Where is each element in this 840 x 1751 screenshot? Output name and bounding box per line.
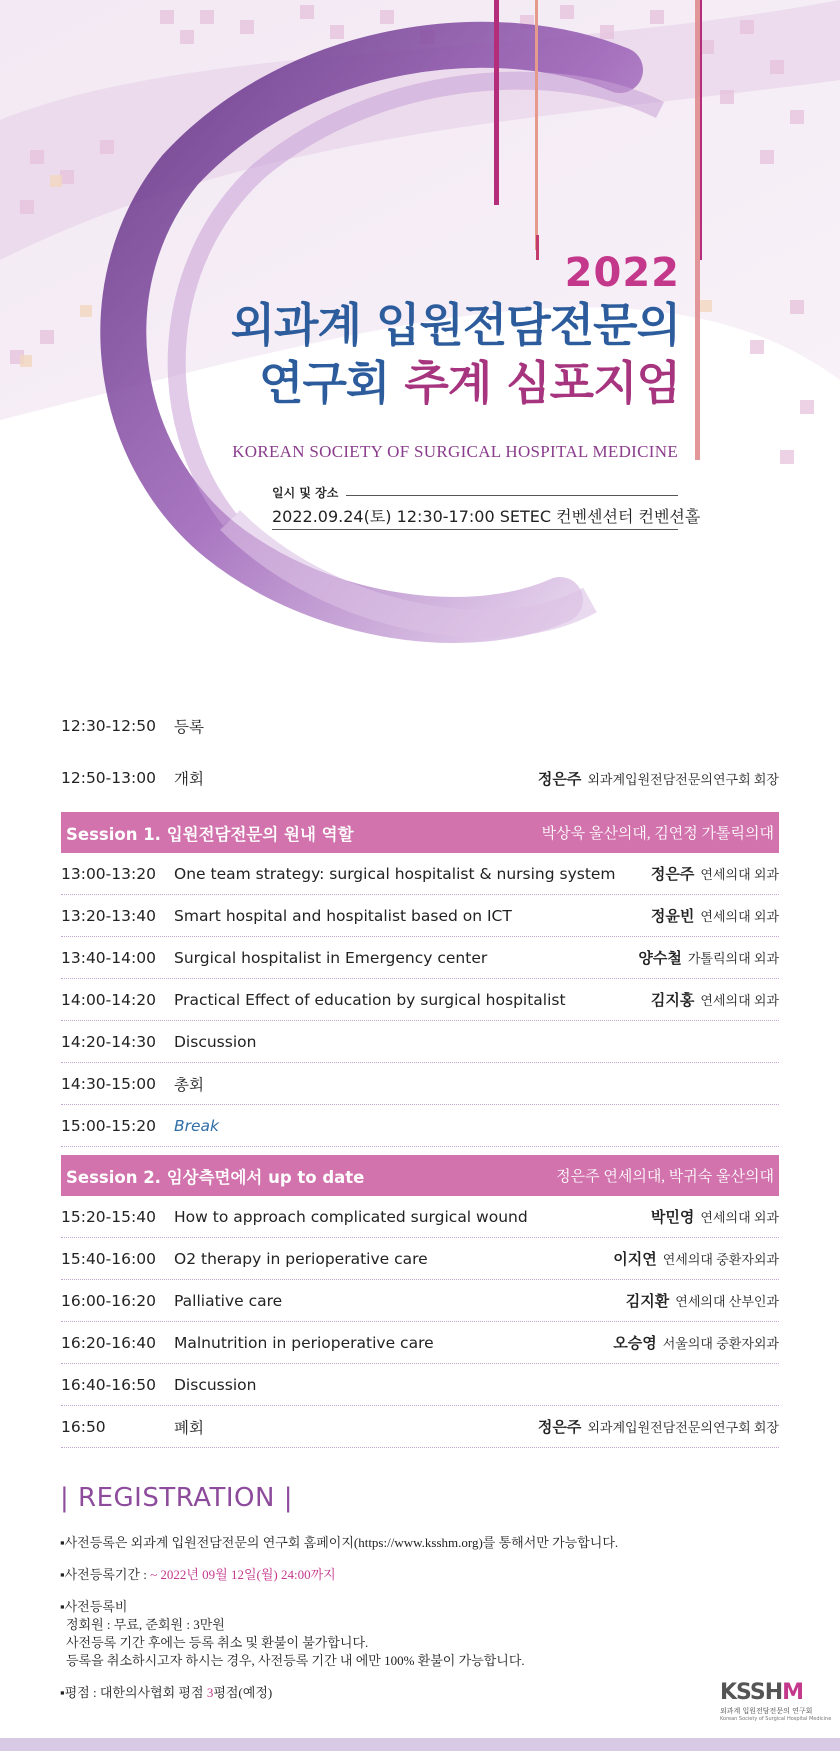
registration-score [60, 1684, 618, 1702]
title-line-2-b: 추계 심포지엄 [404, 356, 680, 410]
title-line-1: 외과계 입원전담전문의 [230, 298, 680, 352]
row-topic: Surgical hospitalist in Emergency center [174, 948, 488, 967]
speaker-name: 김지홍 [650, 991, 695, 1009]
row-speaker [626, 1290, 779, 1311]
registration-period [60, 1566, 618, 1584]
speaker-affiliation: 외과계입원전담전문의연구회 회장 [587, 1420, 779, 1435]
row-topic: O2 therapy in perioperative care [174, 1249, 428, 1268]
fee-line-1: 정회원 : 무료, 준회원 : 3만원 [66, 1617, 225, 1632]
score-value: 3 [206, 1685, 214, 1700]
hero-banner [0, 0, 840, 690]
row-speaker [651, 1206, 779, 1227]
row-topic: Palliative care [174, 1291, 283, 1310]
schedule-row [61, 1063, 779, 1105]
score-suffix: 평점(예정) [213, 1685, 273, 1700]
logo-mark-b: M [782, 1680, 804, 1705]
speaker-affiliation: 연세의대 외과 [700, 993, 779, 1008]
speaker-name: 김지환 [625, 1292, 670, 1310]
divider [272, 529, 678, 530]
registration-fee [60, 1598, 618, 1670]
schedule-row [61, 1021, 779, 1063]
row-speaker [613, 1332, 779, 1353]
speaker-affiliation: 가톨릭의대 외과 [687, 951, 779, 966]
english-society-name: KOREAN SOCIETY OF SURGICAL HOSPITAL MEDICINE [232, 442, 678, 461]
session-2-header [61, 1155, 779, 1196]
logo-mark-a: KSSH [720, 1680, 783, 1705]
fee-label: ▪사전등록비 [60, 1599, 128, 1614]
row-topic: Smart hospital and hospitalist based on ICT [174, 906, 512, 925]
speaker-name: 이지연 [613, 1250, 657, 1268]
row-time: 14:00-14:20 [61, 990, 156, 1009]
speaker-name: 정윤빈 [650, 907, 695, 925]
schedule-row [61, 895, 779, 937]
schedule-row [61, 1196, 779, 1238]
title-line-2 [231, 354, 680, 412]
schedule-row [61, 937, 779, 979]
registration-info [60, 1534, 618, 1716]
row-time: 15:20-15:40 [61, 1207, 156, 1226]
row-speaker [651, 863, 779, 884]
speaker-affiliation: 외과계입원전담전문의연구회 회장 [587, 771, 779, 787]
schedule-row [61, 1322, 779, 1364]
schedule-row [61, 752, 779, 804]
title-line-2-a: 연구회 [259, 356, 390, 410]
row-time: 13:20-13:40 [61, 906, 156, 925]
row-speaker [651, 905, 779, 926]
row-speaker [538, 1416, 779, 1437]
speaker-affiliation: 연세의대 산부인과 [675, 1294, 779, 1309]
row-topic: One team strategy: surgical hospitalist & nursing system [174, 864, 616, 883]
row-topic: 개회 [174, 770, 204, 788]
row-speaker [638, 947, 779, 968]
event-year: 2022 [564, 250, 680, 296]
speaker-name: 박민영 [650, 1208, 695, 1226]
session-title: Session 1. 입원전담전문의 원내 역할 [66, 824, 354, 844]
row-time: 16:50 [61, 1417, 106, 1436]
speaker-name: 양수철 [638, 949, 682, 967]
row-topic: How to approach complicated surgical wound [174, 1207, 528, 1226]
title-block [231, 250, 680, 412]
score-label: ▪평점 : 대한의사협회 평점 [60, 1685, 207, 1700]
session-1-header [61, 812, 779, 853]
row-time: 16:00-16:20 [61, 1291, 156, 1310]
schedule-row [61, 700, 779, 752]
row-time: 12:50-13:00 [61, 769, 156, 787]
row-topic: 총회 [174, 1075, 204, 1094]
schedule-row [61, 1105, 779, 1147]
schedule-row [61, 853, 779, 895]
schedule-row [61, 1364, 779, 1406]
speaker-affiliation: 연세의대 외과 [700, 909, 779, 924]
row-time: 15:00-15:20 [61, 1116, 156, 1135]
speaker-affiliation: 연세의대 외과 [700, 1210, 779, 1225]
bottom-bar [0, 1738, 840, 1751]
schedule-row [61, 979, 779, 1021]
logo-mark [720, 1682, 810, 1704]
speaker-affiliation: 연세의대 외과 [700, 867, 779, 882]
row-time: 16:40-16:50 [61, 1375, 156, 1394]
row-time: 14:20-14:30 [61, 1032, 156, 1051]
row-time: 14:30-15:00 [61, 1074, 156, 1093]
session-chairs: 정은주 연세의대, 박귀숙 울산의대 [556, 1169, 774, 1185]
ksshm-logo [720, 1680, 832, 1722]
row-topic: 폐회 [174, 1418, 204, 1437]
speaker-name: 정은주 [537, 769, 582, 788]
logo-english-name: Korean Society of Surgical Hospital Medicine [720, 1716, 832, 1722]
date-venue-value: 2022.09.24(토) 12:30-17:00 SETEC 컨벤센션터 컨벤션홀 [272, 507, 701, 526]
row-topic: Discussion [174, 1032, 257, 1051]
session-chairs: 박상욱 울산의대, 김연정 가톨릭의대 [541, 826, 774, 842]
row-time: 15:40-16:00 [61, 1249, 156, 1268]
row-topic: Malnutrition in perioperative care [174, 1333, 434, 1352]
row-speaker [613, 1248, 779, 1269]
row-topic: 등록 [174, 718, 204, 736]
logo-korean-name: 외과계 입원전담전문의 연구회 [720, 1707, 813, 1715]
row-topic: Break [174, 1116, 220, 1135]
row-speaker [538, 768, 779, 789]
row-time: 16:20-16:40 [61, 1333, 156, 1352]
registration-title: | REGISTRATION | [60, 1483, 293, 1513]
speaker-name: 오승영 [613, 1334, 657, 1352]
speaker-affiliation: 연세의대 중환자외과 [662, 1252, 779, 1267]
registration-line-1: ▪사전등록은 외과계 입원전담전문의 연구회 홈페이지(https://www.ksshm.org)를 통해서만 가능합니다. [60, 1535, 619, 1550]
speaker-name: 정은주 [650, 865, 695, 883]
divider [346, 495, 678, 496]
session-title: Session 2. 임상측면에서 up to date [66, 1167, 365, 1187]
registration-period-value: ~ 2022년 09월 12일(월) 24:00까지 [150, 1567, 336, 1582]
fee-line-2: 사전등록 기간 후에는 등록 취소 및 환불이 불가합니다. [66, 1635, 369, 1650]
fee-line-3: 등록을 취소하시고자 하시는 경우, 사전등록 기간 내 에만 100% 환불이 가능합니다. [66, 1653, 525, 1668]
schedule-row [61, 1238, 779, 1280]
date-venue-label: 일시 및 장소 [272, 486, 339, 500]
row-topic: Practical Effect of education by surgical hospitalist [174, 990, 566, 1009]
row-time: 13:00-13:20 [61, 864, 156, 883]
row-time: 12:30-12:50 [61, 717, 156, 735]
row-speaker [651, 989, 779, 1010]
row-topic: Discussion [174, 1375, 257, 1394]
schedule [61, 700, 779, 1448]
speaker-affiliation: 서울의대 중환자외과 [662, 1336, 779, 1351]
registration-period-label: ▪사전등록기간 : [60, 1567, 151, 1582]
row-time: 13:40-14:00 [61, 948, 156, 967]
schedule-row [61, 1406, 779, 1448]
schedule-row [61, 1280, 779, 1322]
speaker-name: 정은주 [537, 1418, 582, 1436]
